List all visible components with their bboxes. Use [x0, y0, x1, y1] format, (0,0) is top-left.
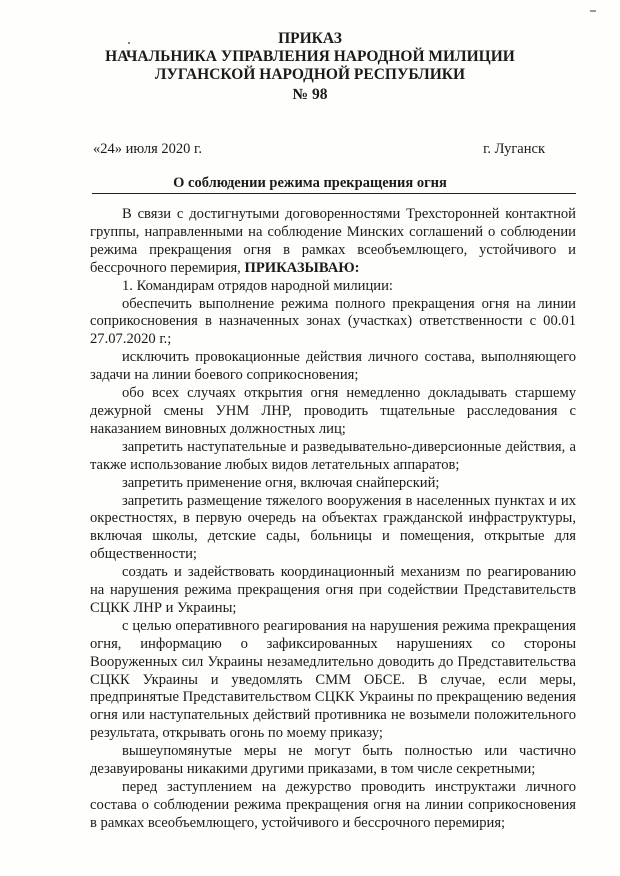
paragraph-ceasefire: обеспечить выполнение режима полного прекращения огня на линии соприкосновения в назначенных зонах (участках) ответственности с 00.01 27.07.2020 г.;	[90, 295, 576, 348]
paragraph-briefing: перед заступлением на дежурство проводить инструктажи личного состава о соблюдении режима прекращения огня на линии соприкосновения в рамках всеобъемлющего, устойчивого и бессрочного перемирия;	[90, 779, 576, 831]
order-number: № 98	[292, 86, 328, 103]
issuer-line: НАЧАЛЬНИКА УПРАВЛЕНИЯ НАРОДНОЙ МИЛИЦИИ	[105, 48, 515, 65]
order-city: г. Луганск	[483, 141, 545, 157]
order-date: «24» июля 2020 г.	[93, 141, 202, 157]
subject-underline	[92, 193, 576, 194]
order-subject: О соблюдении режима прекращения огня	[173, 175, 447, 191]
paragraph-offensive-ban: запретить наступательные и разведывательно-диверсионные действия, а также использование любых видов летательных аппаратов;	[90, 438, 576, 473]
order-body	[90, 206, 576, 833]
paragraph-provocations: исключить провокационные действия личного состава, выполняющего задачи на линии боевого соприкосновения;	[90, 349, 576, 384]
republic-line: ЛУГАНСКОЙ НАРОДНОЙ РЕСПУБЛИКИ	[154, 66, 466, 83]
paragraph-measures: вышеупомянутые меры не могут быть полностью или частично дезавуированы никакими другими приказами, в том числе секретными;	[90, 743, 576, 778]
paragraph-heavy-weapons: запретить размещение тяжелого вооружения в населенных пунктах и их окрестностях, в первую очередь на объектах гражданской инфраструктуры, включая школы, детские сады, больницы и помещения, открытые для общественности;	[90, 492, 576, 563]
order-keyword: ПРИКАЗЫВАЮ:	[244, 259, 360, 276]
paragraph-fire-ban: запретить применение огня, включая снайперский;	[122, 474, 440, 491]
paragraph-response: с целью оперативного реагирования на нарушения режима прекращения огня, информацию о зафиксированных нарушениях со стороны Вооруженных сил Украины незамедлительно доводить до Представительства СЦКК Украины и уведомлять СММ ОБСЕ. В случае, если меры, предпринятые Представительством СЦКК Украины по прекращению ведения огня или наступательных действий противника не возымели положительного результата, открывать огонь по моему приказу;	[90, 617, 576, 742]
order-title: ПРИКАЗ	[278, 30, 342, 47]
paragraph-preamble	[90, 206, 576, 278]
preamble-text: В связи с достигнутыми договоренностями Трехсторонней контактной группы, направленными на соблюдение Минских соглашений о соблюдении режима прекращения огня в рамках всеобъемлющего, устойчивого и бессрочного перемирия,	[90, 206, 576, 276]
paragraph-reporting: обо всех случаях открытия огня немедленно докладывать старшему дежурной смены УНМ ЛНР, проводить тщательные расследования с наказанием виновных должностных лиц;	[90, 385, 576, 437]
scan-mark	[590, 10, 596, 12]
paragraph-coordination: создать и задействовать координационный механизм по реагированию на нарушения режима прекращения огня при содействии Представительств СЦКК ЛНР и Украины;	[90, 564, 576, 616]
paragraph-item-1: 1. Командирам отрядов народной милиции:	[122, 277, 393, 294]
